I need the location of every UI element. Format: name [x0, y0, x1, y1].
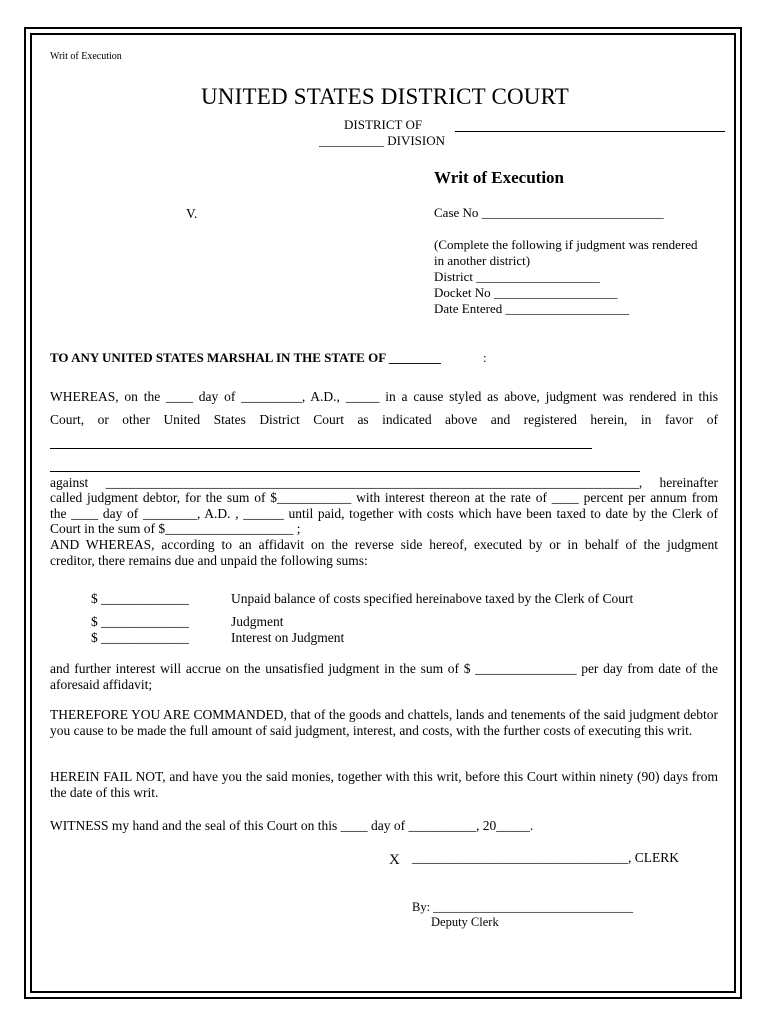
whereas-line-1: WHEREAS, on the ____ day of _________, A.D., _____ in a cause styled as above, judgment was rendered in this	[50, 389, 718, 404]
favor-of-blank-2[interactable]	[50, 471, 640, 472]
favor-of-blank-1[interactable]	[50, 448, 592, 449]
district-of-blank[interactable]	[455, 131, 725, 132]
further-interest-line-1: and further interest will accrue on the unsatisfied judgment in the sum of $ _______________ per day from date of the	[50, 661, 718, 676]
district-field[interactable]: District ___________________	[434, 269, 600, 284]
writ-title: Writ of Execution	[434, 168, 565, 187]
court-title: UNITED STATES DISTRICT COURT	[200, 84, 570, 109]
against-line-1: against _______________________________________________________________________________, hereinafter	[50, 475, 718, 490]
clerk-signature-line[interactable]: ________________________________, CLERK	[412, 850, 680, 865]
and-whereas-line-1: AND WHEREAS, according to an affidavit on the reverse side hereof, executed by or in behalf of the judgment	[50, 537, 718, 552]
against-line-4: Court in the sum of $___________________ ;	[50, 521, 301, 536]
sum-label-judgment: Judgment	[231, 614, 284, 629]
complete-note-line-1: (Complete the following if judgment was rendered	[434, 237, 698, 252]
therefore-paragraph: THEREFORE YOU ARE COMMANDED, that of the goods and chattels, lands and tenements of the said judgment debtor you cause to be made the full amount of said judgment, interest, and costs, with the further costs of executing this writ.	[50, 707, 718, 738]
sum-label-interest: Interest on Judgment	[231, 630, 345, 645]
sum-label-costs: Unpaid balance of costs specified hereinabove taxed by the Clerk of Court	[231, 591, 634, 606]
sum-amount-interest[interactable]: $ _____________	[91, 630, 189, 645]
further-interest-line-2: aforesaid affidavit;	[50, 677, 153, 692]
deputy-clerk-label: Deputy Clerk	[431, 915, 499, 929]
document-header-label: Writ of Execution	[50, 51, 122, 62]
complete-note-line-2: in another district)	[434, 253, 531, 268]
marshal-address-line: TO ANY UNITED STATES MARSHAL IN THE STATE OF ________	[50, 350, 441, 365]
docket-number-field[interactable]: Docket No ___________________	[434, 285, 618, 300]
versus-label: V.	[186, 206, 198, 221]
case-number-field[interactable]: Case No ____________________________	[434, 205, 664, 220]
date-entered-field[interactable]: Date Entered ___________________	[434, 301, 629, 316]
sum-amount-judgment[interactable]: $ _____________	[91, 614, 189, 629]
against-line-3: the ____ day of ________, A.D. , ______ until paid, together with costs which have been taxed to date by the Clerk of	[50, 506, 718, 521]
signature-x-mark: X	[389, 852, 400, 868]
against-line-2: called judgment debtor, for the sum of $___________ with interest thereon at the rate of ____ percent per annum from	[50, 490, 718, 505]
whereas-line-2: Court, or other United States District Court as indicated above and registered herein, in favor of	[50, 412, 718, 427]
herein-fail-not-paragraph: HEREIN FAIL NOT, and have you the said monies, together with this writ, before this Court within ninety (90) days from the date of this writ.	[50, 769, 718, 800]
deputy-by-line[interactable]: By: ________________________________	[412, 900, 634, 914]
district-of-label: DISTRICT OF	[344, 117, 423, 132]
division-line: __________ DIVISION	[319, 133, 446, 148]
and-whereas-line-2: creditor, there remains due and unpaid the following sums:	[50, 553, 368, 568]
witness-line: WITNESS my hand and the seal of this Court on this ____ day of __________, 20_____.	[50, 818, 534, 833]
marshal-colon: :	[483, 350, 487, 365]
sum-amount-costs[interactable]: $ _____________	[91, 591, 189, 606]
